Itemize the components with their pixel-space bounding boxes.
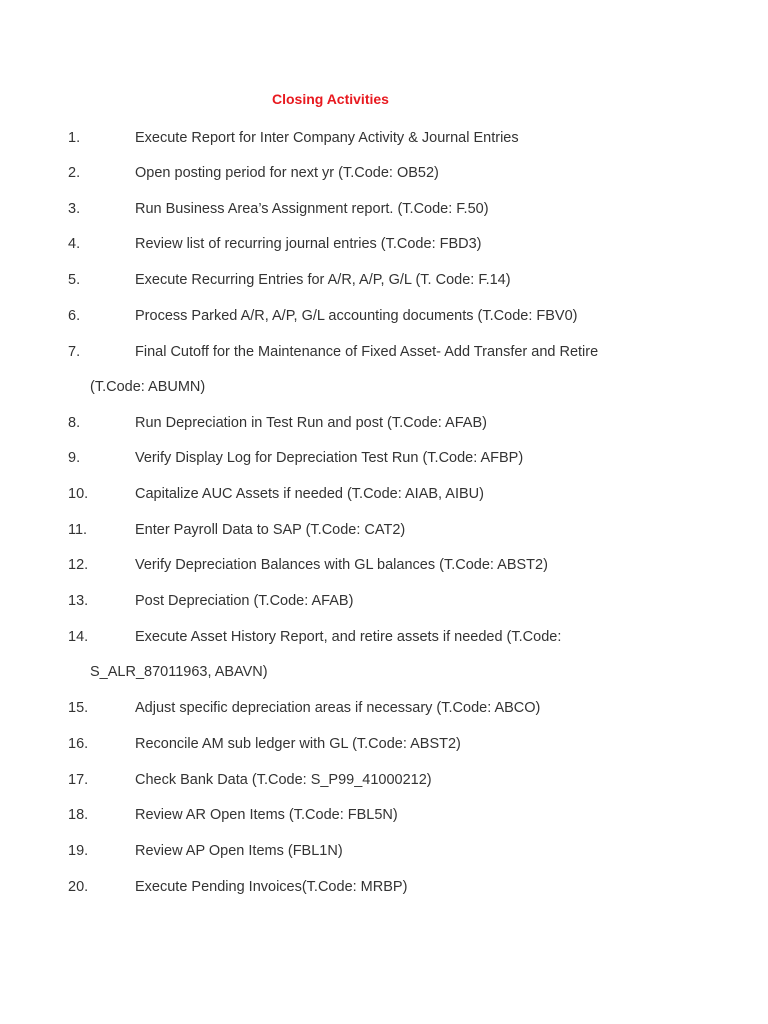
item-text: Run Business Area’s Assignment report. (T.Code: F.50) (135, 201, 489, 217)
item-number: 12. (68, 557, 89, 573)
item-text: Review list of recurring journal entries (T.Code: FBD3) (135, 236, 482, 252)
item-text: Execute Report for Inter Company Activity & Journal Entries (135, 130, 519, 146)
item-number: 7. (68, 344, 81, 360)
item-number: 15. (68, 700, 89, 716)
item-number: 19. (68, 843, 89, 859)
item-text: Capitalize AUC Assets if needed (T.Code: AIAB, AIBU) (135, 486, 484, 502)
item-text: Enter Payroll Data to SAP (T.Code: CAT2) (135, 522, 406, 538)
item-text: Execute Recurring Entries for A/R, A/P, G/L (T. Code: F.14) (135, 272, 511, 288)
item-text-continuation: (T.Code: ABUMN) (90, 379, 206, 395)
item-text: Run Depreciation in Test Run and post (T.Code: AFAB) (135, 415, 487, 431)
item-number: 17. (68, 772, 89, 788)
page-title: Closing Activities (272, 91, 389, 107)
item-number: 9. (68, 450, 81, 466)
item-text: Review AP Open Items (FBL1N) (135, 843, 343, 859)
item-text: Post Depreciation (T.Code: AFAB) (135, 593, 354, 609)
item-text: Verify Depreciation Balances with GL balances (T.Code: ABST2) (135, 557, 548, 573)
item-text: Execute Pending Invoices(T.Code: MRBP) (135, 879, 408, 895)
item-text: Open posting period for next yr (T.Code: OB52) (135, 165, 439, 181)
item-text: Final Cutoff for the Maintenance of Fixed Asset- Add Transfer and Retire (135, 344, 599, 360)
item-text-continuation: S_ALR_87011963, ABAVN) (90, 664, 268, 680)
item-number: 20. (68, 879, 89, 895)
item-number: 10. (68, 486, 89, 502)
item-number: 1. (68, 130, 81, 146)
item-text: Process Parked A/R, A/P, G/L accounting documents (T.Code: FBV0) (135, 308, 578, 324)
item-number: 5. (68, 272, 81, 288)
item-number: 8. (68, 415, 81, 431)
item-text: Adjust specific depreciation areas if necessary (T.Code: ABCO) (135, 700, 541, 716)
item-text: Reconcile AM sub ledger with GL (T.Code: ABST2) (135, 736, 461, 752)
item-number: 13. (68, 593, 89, 609)
item-number: 4. (68, 236, 81, 252)
item-number: 11. (68, 522, 88, 538)
item-text: Review AR Open Items (T.Code: FBL5N) (135, 807, 398, 823)
item-text: Execute Asset History Report, and retire assets if needed (T.Code: (135, 629, 562, 645)
item-number: 18. (68, 807, 89, 823)
item-number: 16. (68, 736, 89, 752)
item-number: 14. (68, 629, 89, 645)
item-number: 3. (68, 201, 81, 217)
item-number: 2. (68, 165, 81, 181)
item-number: 6. (68, 308, 81, 324)
item-text: Check Bank Data (T.Code: S_P99_41000212) (135, 772, 432, 788)
item-text: Verify Display Log for Depreciation Test Run (T.Code: AFBP) (135, 450, 524, 466)
